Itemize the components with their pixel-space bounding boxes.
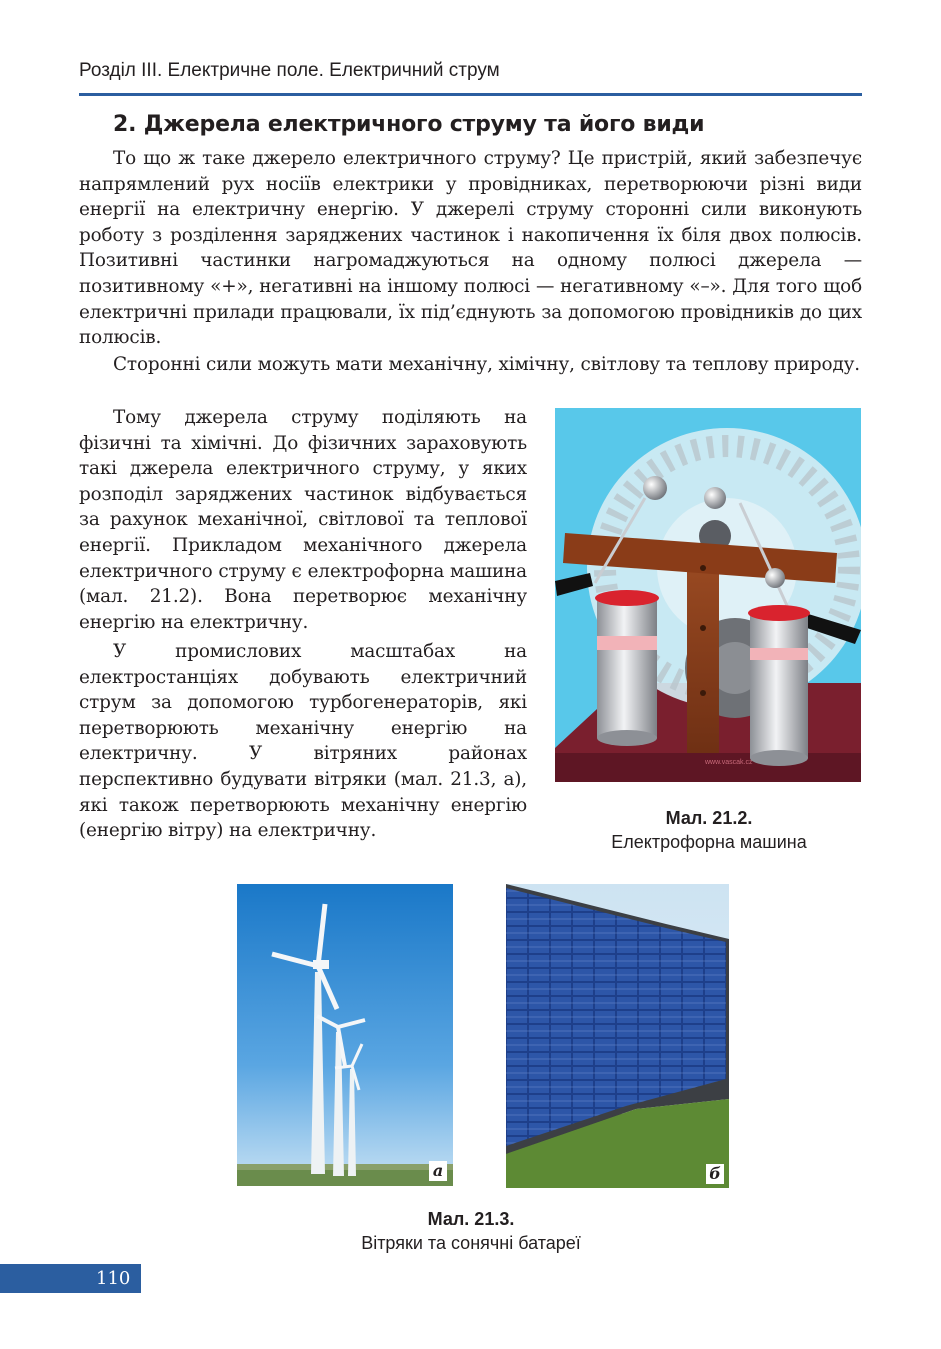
- paragraph-4: У промислових масштабах на електростанціях добувають електричний струм за допомогою турбогенераторів, які перетворюють механічну енергію на електричну. У вітряних районах перспективно будувати вітряки (мал. 21.3, а), які також перетворюють механічну енергію (енергію вітру) на електричну.: [79, 641, 527, 842]
- figure-21-3-label-b: б: [706, 1164, 724, 1184]
- solar-panels-image: [506, 884, 729, 1188]
- wind-turbines-image: [237, 884, 453, 1186]
- watermark-text: www.vascak.cz: [705, 759, 753, 766]
- figure-21-3-label-a: а: [429, 1161, 447, 1181]
- electrophorus-machine-image: [555, 408, 861, 782]
- paragraph-3: Тому джерела струму поділяють на фізичні та хімічні. До фізичних зараховують такі джерела електричного струму, у яких розподіл заряджених частинок відбувається за рахунок механічної, світлової та теплової енергії. Прикладом механічного джерела електричного струму є електрофорна машина (мал. 21.2). Вона перетворює механічну енергію на електричну.: [79, 407, 527, 633]
- figure-21-2-text: Електрофорна машина: [611, 832, 807, 852]
- running-head: Розділ III. Електричне поле. Електричний струм: [79, 60, 500, 81]
- figure-21-2-number: Мал. 21.2.: [665, 808, 753, 828]
- figure-21-3-text: Вітряки та сонячні батареї: [361, 1233, 581, 1253]
- header-rule: [79, 93, 862, 96]
- paragraph-2: Сторонні сили можуть мати механічну, хімічну, світлову та теплову природу.: [113, 354, 860, 375]
- figure-21-3-number: Мал. 21.3.: [427, 1209, 515, 1229]
- page-number: 110: [96, 1268, 131, 1289]
- figure-21-3-caption: [300, 1207, 642, 1255]
- paragraph-1: То що ж таке джерело електричного струму? Це пристрій, який забезпечує напрямлений рух носіїв електрики у провідниках, перетворюючи різні види енергії на електричну енергію. У джерелі струму сторонні сили виконують роботу з розділення заряджених частинок і накопичення їх біля двох полюсів. Позитивні частинки нагромаджуються на одному полюсі джерела — позитивному «+», негативні на іншому полюсі — негативному «–». Для того щоб електричні прилади працювали, їх під’єднують за допомогою провідників до цих полюсів.: [79, 148, 862, 349]
- section-title: 2. Джерела електричного струму та його види: [113, 112, 705, 137]
- figure-21-2-caption: [555, 806, 863, 854]
